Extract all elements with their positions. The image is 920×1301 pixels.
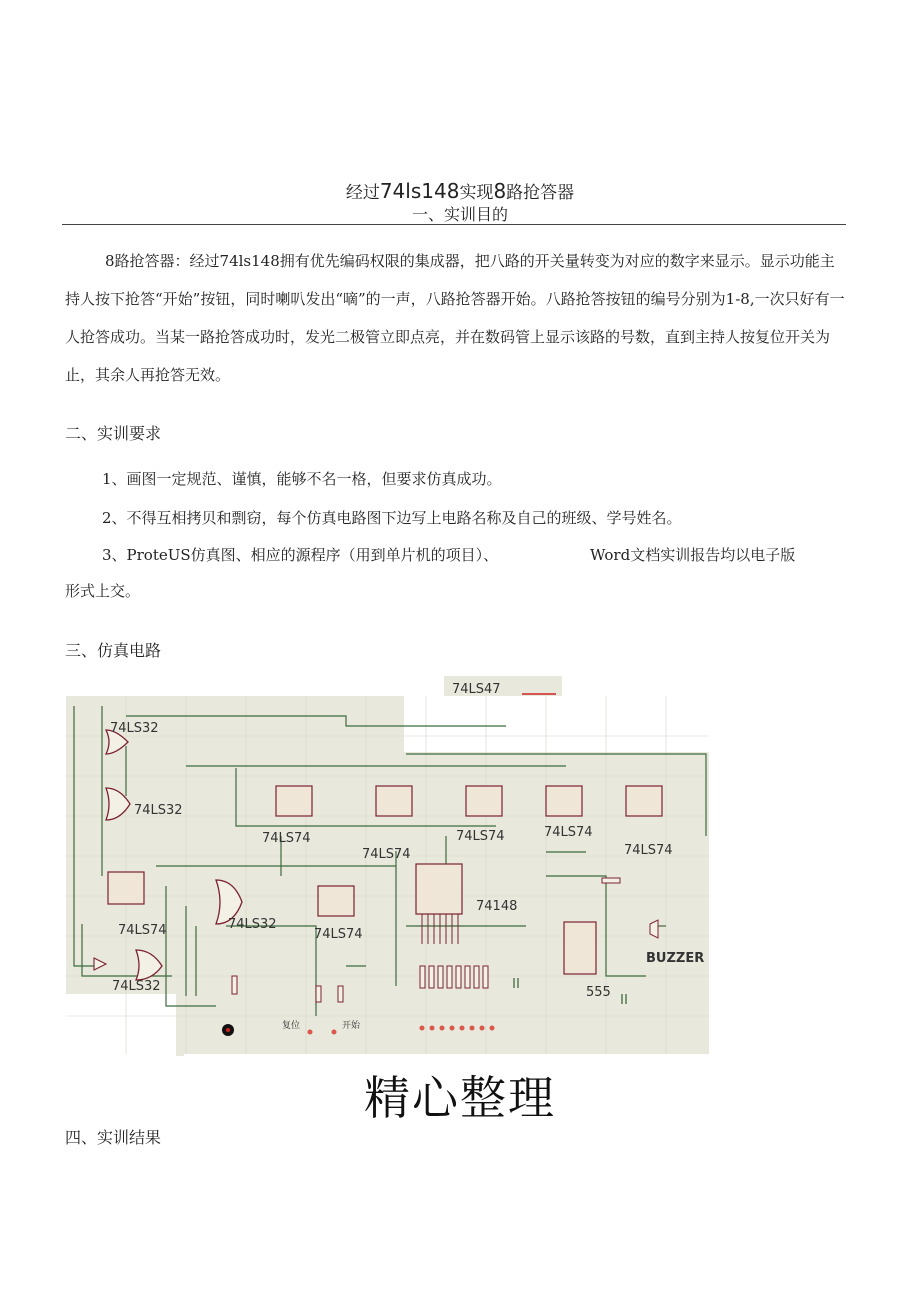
flip-flop-u2b <box>466 786 502 816</box>
label-74ls32-second: 74LS32 <box>134 803 183 818</box>
label-74ls74-u2b: 74LS74 <box>456 829 505 844</box>
resistor-r4 <box>602 878 620 883</box>
document-title: 经过74ls148实现8路抢答器 <box>345 179 575 203</box>
title-divider <box>62 224 846 225</box>
resistor-r3 <box>338 986 343 1002</box>
purpose-paragraph: 8路抢答器：经过74ls148拥有优先编码权限的集成器，把八路的开关量转变为对应的数字来显示。显示功能主持人按下抢答“开始”按钮，同时喇叭发出“嘀”的一声，八路抢答器开始。八路抢答按钮的编号分别为1-8,一次只好有一人抢答成功。当某一路抢答成功时，发光二极管立即点亮，并在数码管上显示该路的号数，直到主持人按复位开关为止，其余人再抢答无效。 <box>65 252 845 384</box>
requirement-3: 3、ProteUS仿真图、相应的源程序（用到单片机的项目）、 <box>102 546 499 564</box>
label-reset: 复位 <box>282 1021 301 1031</box>
requirement-3-end: 形式上交。 <box>65 582 141 600</box>
flip-flop-u3b <box>626 786 662 816</box>
section-heading-requirements: 二、实训要求 <box>65 424 162 443</box>
timer-555 <box>564 922 596 974</box>
label-74ls32-mid: 74LS32 <box>228 917 277 932</box>
section-heading-purpose: 一、实训目的 <box>411 205 508 224</box>
encoder-74148 <box>416 864 462 914</box>
reset-button-contact <box>308 1030 313 1035</box>
start-button-contact <box>332 1030 337 1035</box>
label-74ls74-u8a: 74LS74 <box>118 923 167 938</box>
label-74ls32-bottom: 74LS32 <box>112 979 161 994</box>
label-start: 开始 <box>342 1021 361 1031</box>
label-555: 555 <box>586 985 611 1000</box>
resistor-r1 <box>232 976 237 994</box>
label-74ls74-u5a: 74LS74 <box>262 831 311 846</box>
flip-flop-u3a <box>546 786 582 816</box>
label-74ls47: 74LS47 <box>452 682 501 697</box>
section-heading-circuit: 三、仿真电路 <box>65 641 162 660</box>
flip-flop-u5a <box>276 786 312 816</box>
label-74ls74-u5b: 74LS74 <box>314 927 363 942</box>
label-74148: 74148 <box>476 899 518 914</box>
resistor-r2 <box>316 986 321 1002</box>
section-heading-results: 四、实训结果 <box>65 1128 162 1147</box>
label-74ls74-u3a: 74LS74 <box>544 825 593 840</box>
requirement-2: 2、不得互相拷贝和剽窃，每个仿真电路图下边写上电路名称及自己的班级、学号姓名。 <box>102 509 682 527</box>
circuit-schematic <box>66 676 711 1056</box>
schematic-cutout <box>66 994 176 1056</box>
flip-flop-u2a <box>376 786 412 816</box>
label-74ls74-u2a: 74LS74 <box>362 847 411 862</box>
label-74ls32-top: 74LS32 <box>110 721 159 736</box>
flip-flop-u8a <box>108 872 144 904</box>
watermark-text: 精心整理 <box>364 1071 556 1125</box>
requirement-3-continued: Word文档实训报告均以电子版 <box>590 546 796 564</box>
label-buzzer: BUZZER <box>646 951 705 966</box>
label-74ls74-u3b: 74LS74 <box>624 843 673 858</box>
flip-flop-u5b <box>318 886 354 916</box>
requirement-1: 1、画图一定规范、谨慎，能够不名一格，但要求仿真成功。 <box>102 470 502 488</box>
